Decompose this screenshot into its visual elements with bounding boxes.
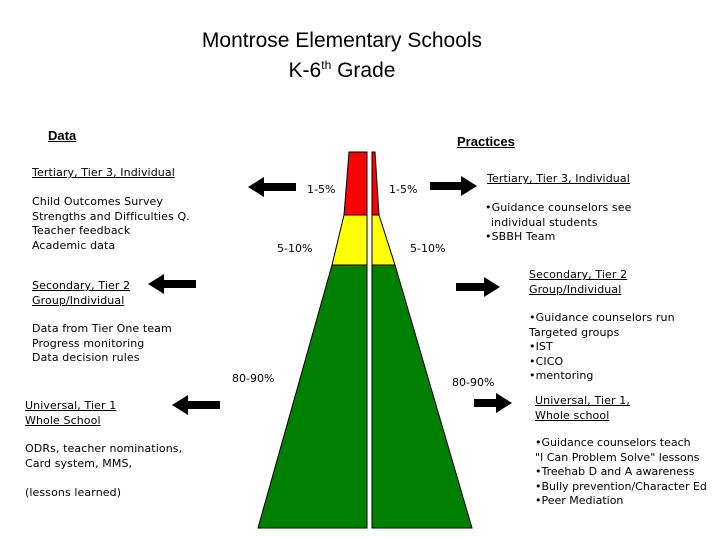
pct-left-universal: 80-90% [232,372,275,385]
right-tertiary-item: •Guidance counselors see [485,201,632,214]
pct-right-tertiary: 1-5% [389,183,418,196]
pct-right-universal: 80-90% [452,376,495,389]
left-tertiary-item: Child Outcomes Survey [32,195,164,208]
title-grade-sup: th [321,58,332,72]
left-universal-item: Card system, MMS, [25,456,133,470]
right-secondary-item: Targeted groups [529,325,620,339]
pyramid-left-tertiary [344,152,367,215]
pyramid-right-secondary [372,215,395,265]
right-tertiary-label: Tertiary, Tier 3, Individual [487,172,630,185]
left-secondary-item: Progress monitoring [32,336,145,350]
left-universal-items [25,442,182,471]
left-secondary-item: Data from Tier One team [32,322,172,335]
right-universal-label [535,394,630,423]
right-secondary-item: •Guidance counselors run [529,311,675,324]
right-secondary-item: •mentoring [529,369,594,382]
pct-left-secondary: 5-10% [277,242,313,255]
left-universal-item: ODRs, teacher nominations, [25,442,183,455]
right-universal-item: "I Can Problem Solve" lessons [535,450,700,464]
left-universal-label [25,399,116,428]
left-secondary-label-line: Group/Individual [32,293,125,307]
right-tertiary-item: individual students [491,215,598,229]
right-secondary-item: •IST [529,340,553,353]
right-universal-label-line: Whole school [535,408,610,422]
left-universal-label-line: Whole School [25,413,101,427]
right-universal-item: •Bully prevention/Character Ed [535,479,707,493]
right-tertiary-item: •SBBH Team [485,230,556,243]
right-secondary-items [529,311,675,384]
arrow-left-secondary [148,274,196,294]
left-universal-note: (lessons learned) [25,486,122,499]
right-tertiary-items [485,201,631,245]
title-grade-rest: Grade [331,59,396,82]
right-secondary-label-line: Secondary, Tier 2 [529,268,628,281]
arrow-right-secondary [456,277,500,297]
left-tertiary-item: Academic data [32,238,116,252]
pyramid-right-universal [372,265,472,528]
data-header: Data [48,128,77,143]
left-secondary-label [32,279,130,308]
left-universal-label-line: Universal, Tier 1 [25,399,117,412]
practices-header: Practices [457,134,515,149]
arrow-left-universal [172,395,220,415]
right-universal-items [535,436,707,509]
arrow-left-tertiary [248,177,296,197]
left-tertiary-item: Teacher feedback [32,224,131,237]
arrow-right-tertiary [430,176,477,196]
pyramid-left-universal [258,265,367,528]
pyramid-left-secondary [332,215,367,265]
arrow-right-universal [474,393,512,413]
left-secondary-items [32,322,172,366]
left-tertiary-label: Tertiary, Tier 3, Individual [32,166,175,179]
pyramid-right-tertiary [372,152,379,215]
right-universal-item: •Guidance counselors teach [535,436,691,449]
right-universal-item: •Peer Mediation [535,494,624,507]
right-secondary-label-line: Group/Individual [529,282,622,296]
left-tertiary-items [32,195,190,253]
left-secondary-label-line: Secondary, Tier 2 [32,279,131,292]
left-tertiary-item: Strengths and Difficulties Q. [32,209,190,223]
right-universal-label-line: Universal, Tier 1, [535,394,630,407]
title-grade: K-6 [288,59,322,82]
right-universal-item: •Treehab D and A awareness [535,465,695,478]
right-secondary-item: •CICO [529,354,564,368]
left-secondary-item: Data decision rules [32,351,140,364]
title-line1: Montrose Elementary Schools [201,29,483,52]
pct-left-tertiary: 1-5% [307,183,336,196]
pct-right-secondary: 5-10% [410,242,446,255]
right-secondary-label [529,268,627,297]
